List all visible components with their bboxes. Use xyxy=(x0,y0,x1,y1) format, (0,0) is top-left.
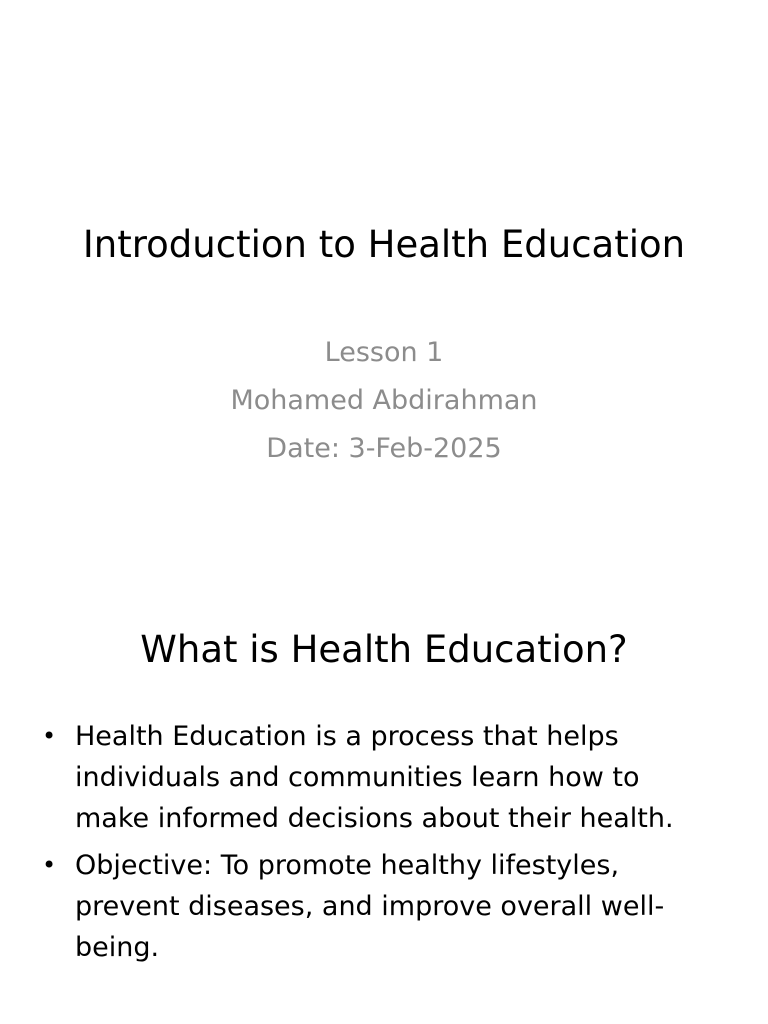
bullet-line: individuals and communities learn how to xyxy=(75,762,640,793)
bullet-line: make informed decisions about their health. xyxy=(75,803,674,834)
lesson-date: Date: 3-Feb-2025 xyxy=(266,433,502,464)
slide-subtitle xyxy=(0,333,768,477)
bullet-line: prevent diseases, and improve overall well- xyxy=(75,891,665,922)
content-slide xyxy=(0,512,768,1024)
bullet-item xyxy=(42,716,742,839)
slide-title: Introduction to Health Education xyxy=(82,223,686,266)
bullet-icon: • xyxy=(42,722,57,750)
slide-title: What is Health Education? xyxy=(140,628,628,671)
bullet-icon: • xyxy=(42,851,57,879)
bullet-line: Objective: To promote healthy lifestyles, xyxy=(75,850,620,881)
bullet-line: Health Education is a process that helps xyxy=(75,721,619,752)
bullet-item xyxy=(42,845,742,968)
author-name: Mohamed Abdirahman xyxy=(230,385,538,416)
bullet-list xyxy=(42,716,742,974)
lesson-label: Lesson 1 xyxy=(324,337,444,368)
bullet-line: being. xyxy=(75,932,160,963)
